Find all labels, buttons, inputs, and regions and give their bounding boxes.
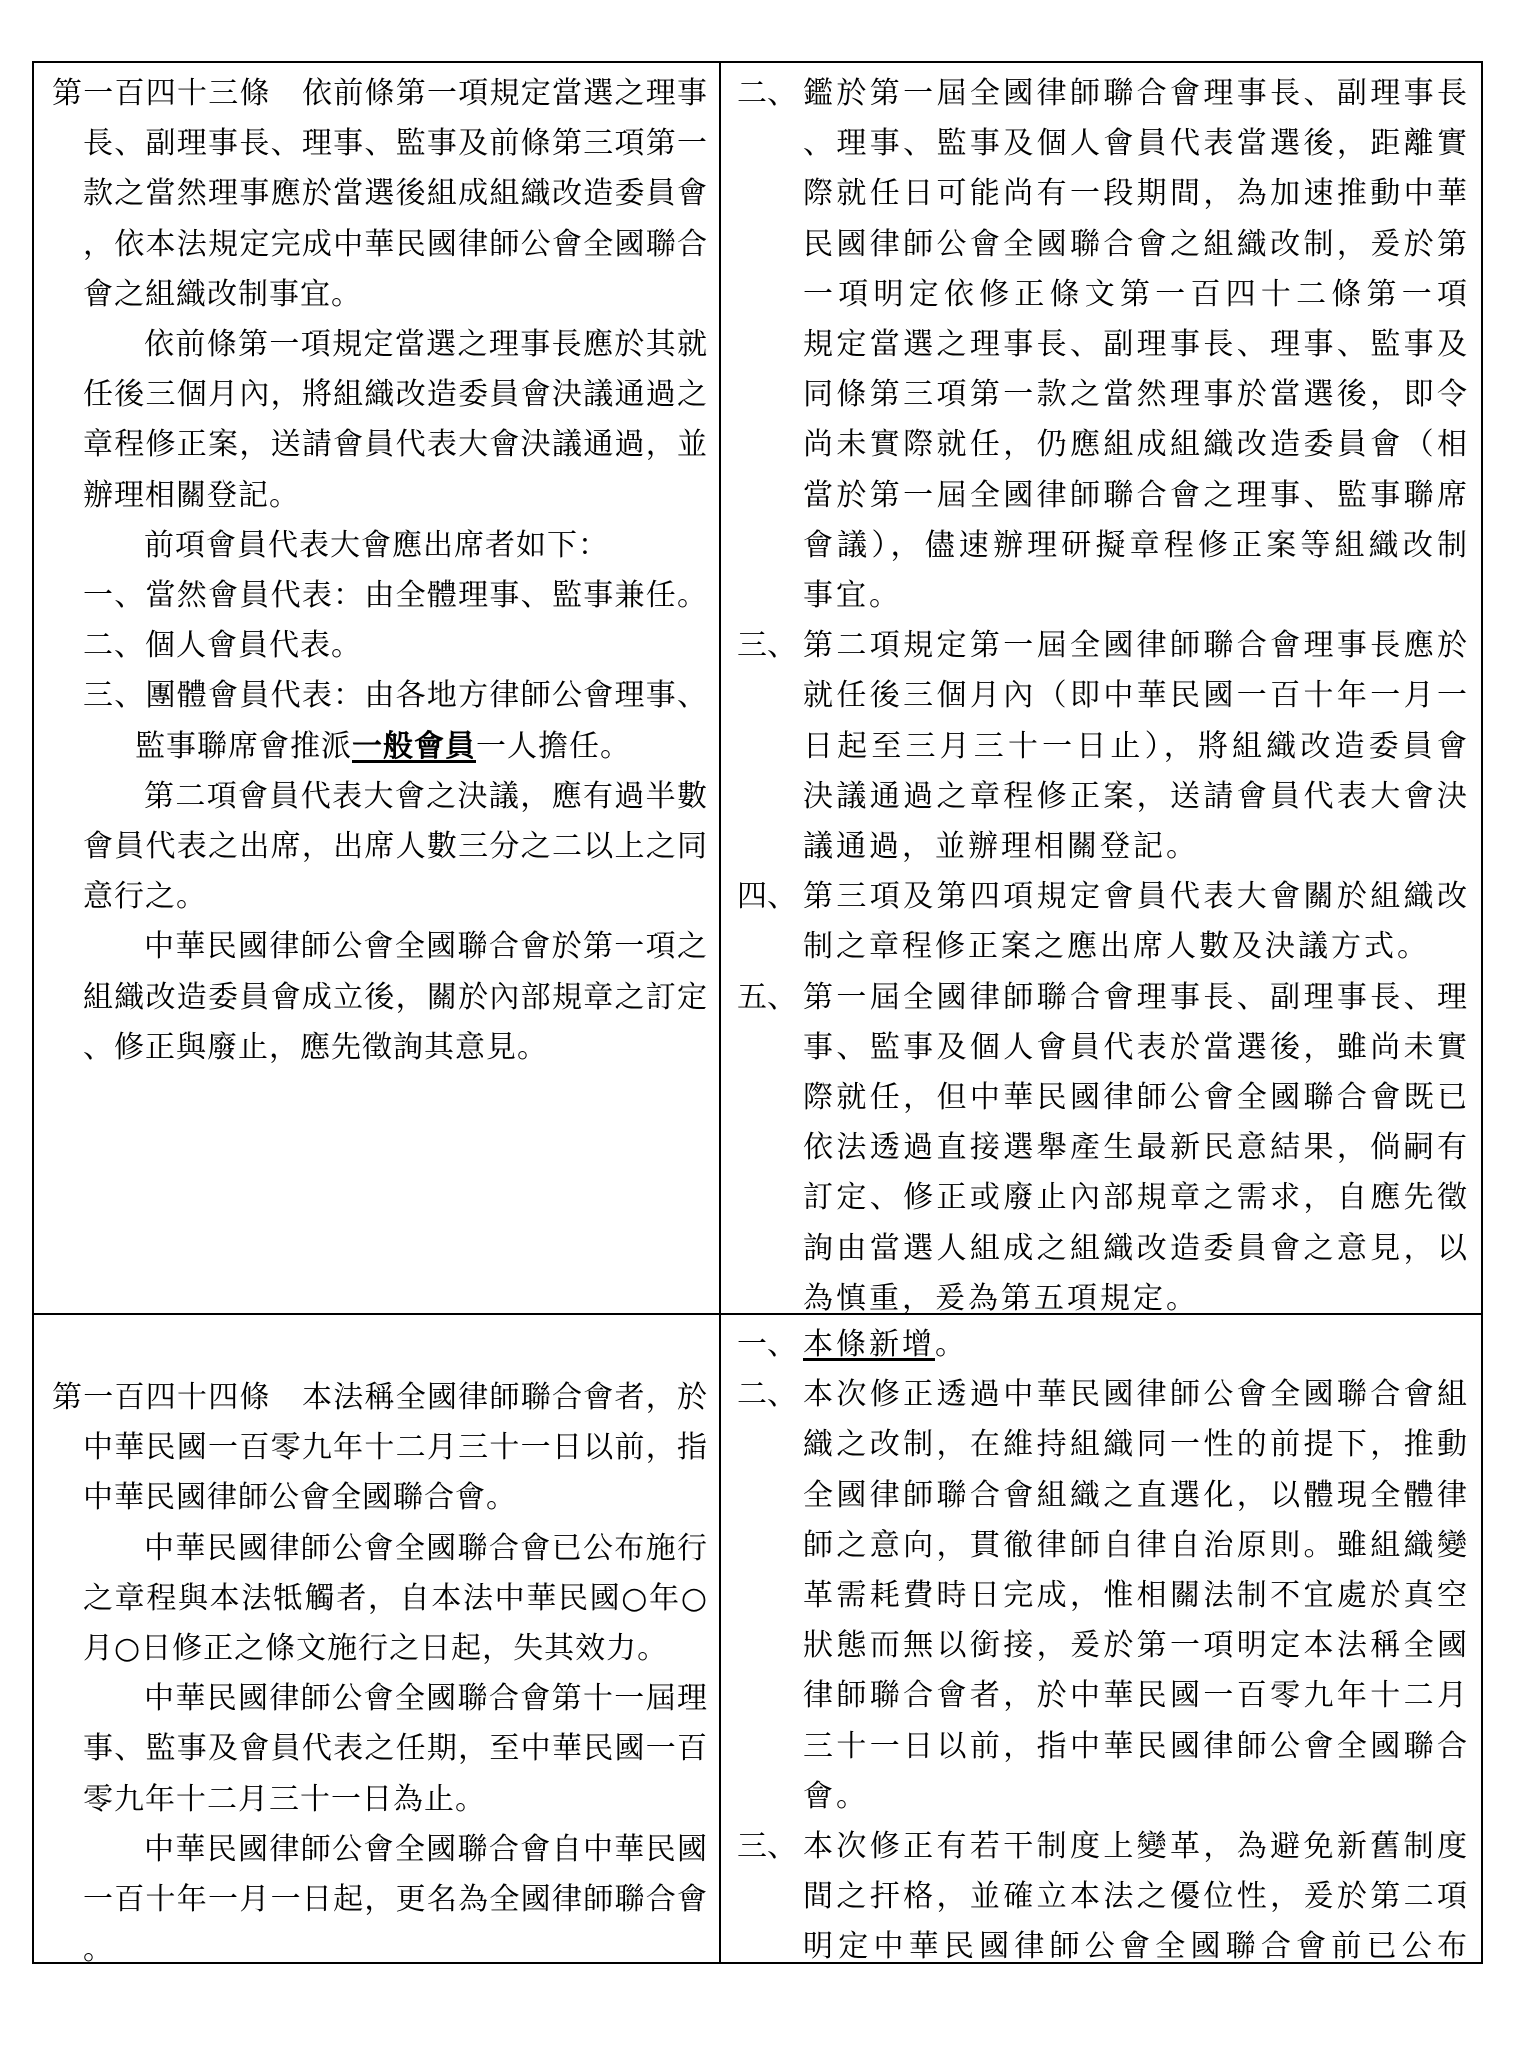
text-line (803, 1224, 1467, 1274)
text-segment: 日起至三月三十一日止），將組織改造委員會 (803, 728, 1467, 764)
text-segment: 織之改制，在維持組織同一性的前提下，推動 (803, 1427, 1467, 1463)
text-segment: 三十一日以前，指中華民國律師公會全國聯合 (803, 1728, 1467, 1764)
text-line (135, 722, 707, 772)
column-divider (719, 61, 721, 1964)
text-line (803, 1772, 1467, 1822)
text-line (737, 1370, 1467, 1420)
text-segment: 長、副理事長、理事、監事及前條第三項第一 (83, 126, 707, 162)
text-line (803, 1621, 1467, 1671)
text-line (803, 270, 1467, 320)
text-line (803, 1023, 1467, 1073)
text-line (803, 772, 1467, 822)
text-line (803, 822, 1467, 872)
item-number: 二、 (737, 1377, 797, 1413)
text-segment: 組織改造委員會成立後，關於內部規章之訂定 (83, 979, 707, 1015)
text-segment: 鑑於第一屆全國律師聯合會理事長、副理事長 (803, 76, 1467, 111)
text-segment: 規定當選之理事長、副理事長、理事、監事及 (803, 327, 1467, 362)
text-segment: 會之組織改制事宜。 (83, 276, 362, 312)
text-line (83, 1925, 707, 1975)
text-segment: 中華民國律師公會全國聯合會於第一項之 (144, 929, 707, 965)
text-segment: 中華民國律師公會全國聯合會第十一屆理 (144, 1681, 707, 1717)
text-line (803, 521, 1467, 571)
text-line (803, 119, 1467, 169)
text-segment: 中華民國律師公會全國聯合會自中華民國 (144, 1831, 707, 1867)
text-segment: 中華民國律師公會全國聯合會。 (83, 1480, 517, 1516)
text-line (803, 471, 1467, 521)
item-number: 四、 (737, 879, 797, 915)
text-line (52, 1373, 707, 1423)
text-segment: 師之意向，貫徹律師自律自治原則。雖組織變 (803, 1527, 1467, 1563)
text-line (737, 1320, 1467, 1370)
text-segment: 。 (83, 1932, 114, 1968)
emphasized-text: 本條新增 (803, 1327, 935, 1362)
item-number: 三、 (737, 628, 797, 664)
text-line (803, 370, 1467, 420)
text-segment: 事、監事及會員代表之任期，至中華民國一百 (83, 1731, 707, 1767)
text-segment: 任後三個月內，將組織改造委員會決議通過之 (83, 377, 707, 413)
text-line (803, 1471, 1467, 1521)
text-line (737, 973, 1467, 1023)
text-segment: 三、團體會員代表：由各地方律師公會理事、 (83, 678, 707, 714)
text-segment: 議通過，並辦理相關登記。 (803, 829, 1199, 864)
text-line (803, 1420, 1467, 1470)
text-segment: 款之當然理事應於當選後組成組織改造委員會 (83, 176, 707, 212)
text-segment: 尚未實際就任，仍應組成組織改造委員會（相 (803, 427, 1467, 463)
text-segment: 、理事、監事及個人會員代表當選後，距離實 (803, 126, 1467, 162)
text-segment: 際就任，但中華民國律師公會全國聯合會既已 (803, 1080, 1467, 1115)
text-line (83, 1023, 707, 1073)
text-line (803, 1571, 1467, 1621)
text-line (803, 722, 1467, 772)
text-line (83, 471, 707, 521)
text-line (737, 621, 1467, 671)
text-line (737, 872, 1467, 922)
text-segment: 第一屆全國律師聯合會理事長、副理事長、理 (803, 979, 1467, 1015)
text-segment: 月○日修正之條文施行之日起，失其效力。 (83, 1631, 669, 1666)
text-line (803, 1073, 1467, 1123)
text-line (83, 420, 707, 470)
text-line (83, 1775, 707, 1825)
text-segment: 制之章程修正案之應出席人數及決議方式。 (803, 929, 1430, 965)
text-line (83, 872, 707, 922)
text-line (803, 1671, 1467, 1721)
text-segment: 會員代表之出席，出席人數三分之二以上之同 (83, 829, 707, 864)
item-number: 一、 (737, 1327, 797, 1362)
text-line (83, 119, 707, 169)
text-line (803, 1922, 1467, 1972)
text-segment: 第三項及第四項規定會員代表大會關於組織改 (803, 879, 1467, 915)
text-line (144, 1825, 707, 1875)
text-line (83, 973, 707, 1023)
text-segment: 之章程與本法牴觸者，自本法中華民國○年○ (83, 1580, 707, 1616)
text-segment: 訂定、修正或廢止內部規章之需求，自應先徵 (803, 1180, 1467, 1216)
text-segment: 第一百四十三條 依前條第一項規定當選之理事 (52, 76, 707, 111)
text-line (737, 69, 1467, 119)
text-line (737, 1822, 1467, 1872)
text-line (803, 1123, 1467, 1173)
text-line (803, 320, 1467, 370)
text-line (144, 320, 707, 370)
text-line (144, 772, 707, 822)
text-line (144, 521, 707, 571)
text-segment: 中華民國一百零九年十二月三十一日以前，指 (83, 1430, 707, 1466)
text-segment: 明定中華民國律師公會全國聯合會前已公布 (803, 1929, 1467, 1965)
text-segment: 前項會員代表大會應出席者如下： (144, 527, 609, 563)
item-number: 二、 (737, 76, 797, 111)
item-number: 三、 (737, 1829, 797, 1864)
text-segment: 就任後三個月內（即中華民國一百十年一月一 (803, 678, 1467, 714)
text-segment: 第二項規定第一屆全國律師聯合會理事長應於 (803, 628, 1467, 664)
text-line (83, 671, 707, 721)
text-segment: 章程修正案，送請會員代表大會決議通過，並 (83, 427, 707, 463)
text-line (83, 621, 707, 671)
text-segment: 中華民國律師公會全國聯合會已公布施行 (144, 1530, 707, 1566)
text-segment: 狀態而無以銜接，爰於第一項明定本法稱全國 (803, 1628, 1467, 1664)
text-segment: 本次修正有若干制度上變革，為避免新舊制度 (803, 1829, 1467, 1864)
emphasized-text: 一般會員 (352, 728, 476, 764)
text-segment: 決議通過之章程修正案，送請會員代表大會決 (803, 778, 1467, 814)
text-line (83, 571, 707, 621)
text-segment: 一百十年一月一日起，更名為全國律師聯合會 (83, 1882, 707, 1917)
text-segment: 事、監事及個人會員代表於當選後，雖尚未實 (803, 1029, 1467, 1065)
text-line (83, 370, 707, 420)
text-line (83, 1624, 707, 1674)
text-line (803, 571, 1467, 621)
text-line (803, 922, 1467, 972)
text-segment: 、修正與廢止，應先徵詢其意見。 (83, 1029, 548, 1065)
text-segment: 第一百四十四條 本法稱全國律師聯合會者，於 (52, 1380, 707, 1415)
text-line (803, 1722, 1467, 1772)
text-line (52, 69, 707, 119)
text-segment: 為慎重，爰為第五項規定。 (803, 1280, 1199, 1316)
text-line (144, 1674, 707, 1724)
text-segment: 間之扞格，並確立本法之優位性，爰於第二項 (803, 1879, 1467, 1915)
text-segment: 民國律師公會全國聯合會之組織改制，爰於第 (803, 226, 1467, 262)
text-line (144, 922, 707, 972)
text-line (803, 1173, 1467, 1223)
text-segment: 依前條第一項規定當選之理事長應於其就 (144, 327, 707, 362)
text-line (803, 420, 1467, 470)
text-line (144, 1524, 707, 1574)
text-line (803, 671, 1467, 721)
text-segment: 一人擔任。 (476, 728, 631, 764)
text-segment: 全國律師聯合會組織之直選化，以體現全體律 (803, 1477, 1467, 1513)
text-line (83, 1875, 707, 1925)
text-line (83, 169, 707, 219)
text-segment: 依法透過直接選舉產生最新民意結果，倘嗣有 (803, 1130, 1467, 1166)
text-line (83, 220, 707, 270)
text-line (83, 1423, 707, 1473)
text-segment: 。 (935, 1327, 968, 1362)
text-segment: 辦理相關登記。 (83, 477, 300, 513)
text-segment: 一、當然會員代表：由全體理事、監事兼任。 (83, 578, 707, 613)
text-segment: 詢由當選人組成之組織改造委員會之意見，以 (803, 1230, 1467, 1266)
text-segment: 本次修正透過中華民國律師公會全國聯合會組 (803, 1377, 1467, 1413)
text-line (803, 1274, 1467, 1324)
item-number: 五、 (737, 979, 797, 1015)
text-line (83, 822, 707, 872)
text-segment: 意行之。 (83, 879, 207, 915)
text-line (803, 169, 1467, 219)
text-segment: 會。 (803, 1778, 869, 1814)
text-segment: 事宜。 (803, 578, 902, 613)
text-segment: 二、個人會員代表。 (83, 628, 362, 664)
text-line (83, 1473, 707, 1523)
text-segment: 革需耗費時日完成，惟相關法制不宜處於真空 (803, 1578, 1467, 1613)
text-segment: 律師聯合會者，於中華民國一百零九年十二月 (803, 1678, 1467, 1714)
text-segment: 第二項會員代表大會之決議，應有過半數 (144, 778, 707, 814)
text-line (83, 270, 707, 320)
text-segment: 際就任日可能尚有一段期間，為加速推動中華 (803, 176, 1467, 212)
text-line (803, 220, 1467, 270)
text-segment: 當於第一屆全國律師聯合會之理事、監事聯席 (803, 477, 1467, 513)
text-segment: 一項明定依修正條文第一百四十二條第一項 (803, 276, 1467, 312)
text-segment: 監事聯席會推派 (135, 728, 352, 764)
text-line (803, 1521, 1467, 1571)
text-segment: 零九年十二月三十一日為止。 (83, 1781, 486, 1817)
text-segment: ，依本法規定完成中華民國律師公會全國聯合 (83, 226, 707, 262)
text-line (83, 1574, 707, 1624)
text-segment: 會議），儘速辦理研擬章程修正案等組織改制 (803, 527, 1467, 563)
text-line (803, 1872, 1467, 1922)
text-line (83, 1724, 707, 1774)
text-segment: 同條第三項第一款之當然理事於當選後，即令 (803, 377, 1467, 413)
